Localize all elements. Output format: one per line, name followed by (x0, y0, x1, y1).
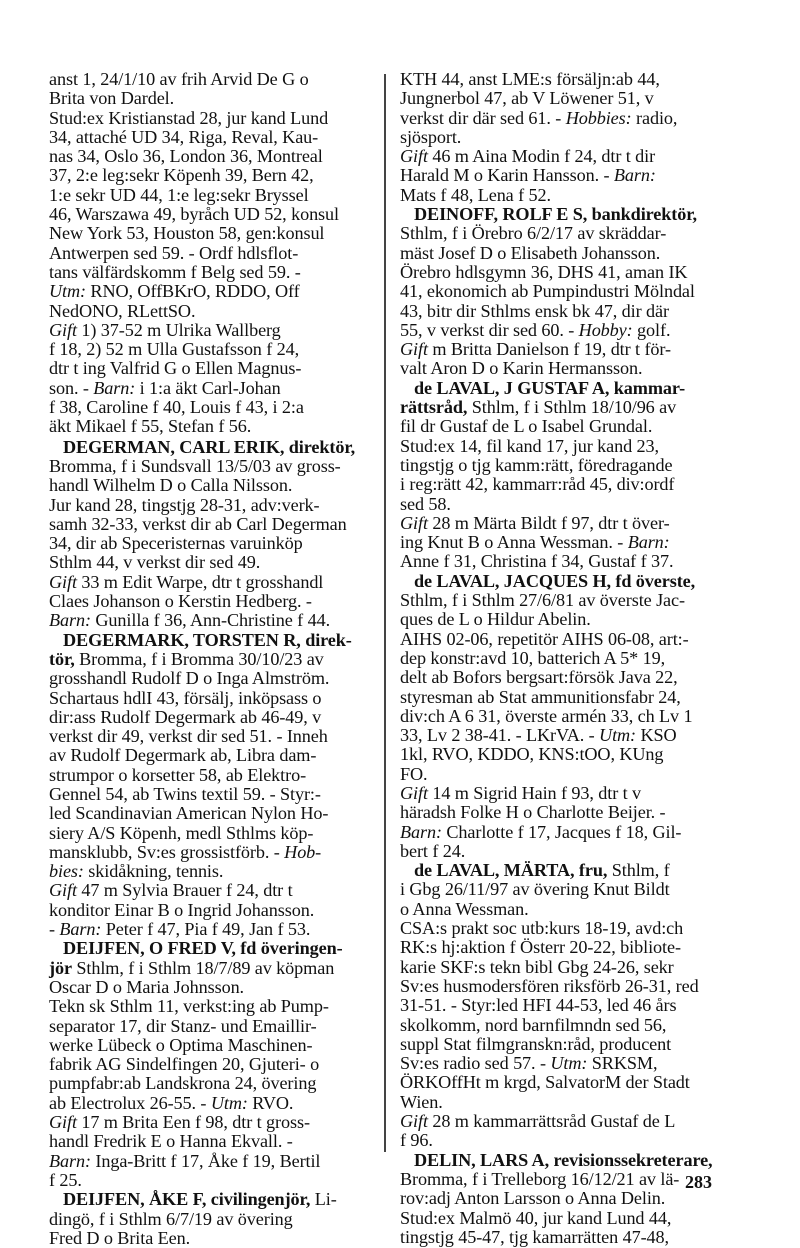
line-text: tingstjg 45-47, tjg kamarrätten 47-48, (400, 1226, 669, 1247)
left-column-line (49, 147, 375, 166)
left-column-line (49, 939, 375, 958)
right-column-line (400, 321, 722, 340)
italic-label: Barn: (49, 610, 91, 631)
left-column-line (49, 1171, 375, 1190)
line-text: Brita von Dardel. (49, 88, 175, 109)
italic-label: Gift (49, 1112, 77, 1133)
line-text: Bromma, f i Trelleborg 16/12/21 av lä- (400, 1168, 680, 1189)
left-column-line (49, 959, 375, 978)
line-text: nas 34, Oslo 36, London 36, Montreal (49, 146, 323, 167)
right-column-line (400, 379, 722, 398)
line-text: golf. (632, 319, 671, 340)
right-column-line (400, 89, 722, 108)
line-text: ab Electrolux 26-55. - (49, 1092, 211, 1113)
left-column-line (49, 89, 375, 108)
right-column-line (400, 282, 722, 301)
italic-label: Barn: (400, 821, 442, 842)
line-text: 47 m Sylvia Brauer f 24, dtr t (76, 880, 293, 901)
right-column-line (400, 591, 722, 610)
right-column-line (400, 495, 722, 514)
left-column-line (49, 476, 375, 495)
left-column-line (49, 302, 375, 321)
italic-label: Utm: (49, 281, 86, 302)
line-text: Anne f 31, Christina f 34, Gustaf f 37. (400, 551, 674, 572)
left-column-line (49, 224, 375, 243)
right-column-line (400, 109, 722, 128)
line-text: 37, 2:e leg:sekr Köpenh 39, Bern 42, (49, 165, 314, 186)
line-text: skolkomm, nord barnfilmndn sed 56, (400, 1014, 667, 1035)
italic-label: Hobbies: (565, 107, 632, 128)
left-column-line (49, 128, 375, 147)
line-text: Stud:ex 14, fil kand 17, jur kand 23, (400, 435, 659, 456)
line-text: 33 m Edit Warpe, dtr t grosshandl (76, 571, 324, 592)
line-text: Gunilla f 36, Ann-Christine f 44. (90, 610, 331, 631)
right-column-line (400, 456, 722, 475)
italic-label: Barn: (59, 919, 102, 940)
line-text: häradsh Folke H o Charlotte Beijer. - (400, 802, 666, 823)
left-column-line (49, 70, 375, 89)
line-text: Li- (310, 1189, 337, 1210)
left-column-line (49, 457, 375, 476)
italic-label: Gift (49, 319, 77, 340)
line-text: Sthlm, f i Sthlm 27/6/81 av överste Jac- (400, 590, 685, 611)
line-text: samh 32-33, verkst dir ab Carl Degerman (49, 513, 347, 534)
right-column-line (400, 398, 722, 417)
line-text: karie SKF:s tekn bibl Gbg 24-26, sekr (400, 956, 674, 977)
italic-label: Barn: (49, 1150, 91, 1171)
line-text: led Scandinavian American Nylon Ho- (49, 803, 329, 824)
left-column-line (49, 398, 375, 417)
left-column-line (49, 1074, 375, 1093)
italic-label: Barn: (93, 377, 136, 398)
line-text: Sthlm, f (607, 860, 670, 881)
line-text: ques de L o Hildur Abelin. (400, 609, 591, 630)
right-column-line (400, 552, 722, 571)
left-column-line (49, 650, 375, 669)
italic-label: Barn: (627, 532, 670, 553)
column-divider (384, 74, 386, 1152)
line-text: 28 m kammarrättsråd Gustaf de L (427, 1111, 676, 1132)
right-column-line (400, 1112, 722, 1131)
left-column-line (49, 282, 375, 301)
entry-heading: DELIN, LARS A, revisionssekreterare, (414, 1149, 713, 1170)
right-column-line (400, 1035, 722, 1054)
right-column-line (400, 340, 722, 359)
line-text: handl Fredrik E o Hanna Ekvall. - (49, 1131, 293, 1152)
line-text: 14 m Sigrid Hain f 93, dtr t v (427, 782, 642, 803)
right-column-line (400, 572, 722, 591)
line-text: 31-51. - Styr:led HFI 44-53, led 46 års (400, 995, 677, 1016)
line-text: suppl Stat filmgranskn:råd, producent (400, 1033, 672, 1054)
italic-label: Utm: (599, 725, 637, 746)
left-column-line (49, 186, 375, 205)
right-column-line (400, 765, 722, 784)
left-column-line (49, 496, 375, 515)
right-column-line (400, 900, 722, 919)
right-column-line (400, 1131, 722, 1150)
right-column (400, 70, 722, 1247)
left-column-line (49, 417, 375, 436)
entry-heading: DEGERMAN, CARL ERIK, direktör, (63, 436, 356, 457)
line-text: verkst dir där sed 61. - (400, 107, 566, 128)
right-column-line (400, 1016, 722, 1035)
right-column-line (400, 437, 722, 456)
line-text: NedONO, RLettSO. (49, 300, 196, 321)
entry-heading: de LAVAL, J GUSTAF A, kammar- (414, 377, 686, 398)
line-text: RNO, OffBKrO, RDDO, Off (85, 281, 300, 302)
left-column-line (49, 379, 375, 398)
line-text: Bromma, f i Sundsvall 13/5/03 av gross- (49, 455, 341, 476)
left-column-line (49, 689, 375, 708)
line-text: sjösport. (400, 126, 462, 147)
line-text: äkt Mikael f 55, Stefan f 56. (49, 416, 252, 437)
entry-heading: jör (49, 957, 72, 978)
italic-label: bies: (49, 861, 84, 882)
left-column-line (49, 244, 375, 263)
line-text: Fred D o Brita Een. (49, 1227, 191, 1248)
left-column-line (49, 515, 375, 534)
left-column-line (49, 746, 375, 765)
right-column-line (400, 745, 722, 764)
entry-heading: DEINOFF, ROLF E S, bankdirektör, (414, 204, 697, 225)
line-text: i 1:a äkt Carl-Johan (135, 377, 281, 398)
left-column-line (49, 727, 375, 746)
right-column-line (400, 649, 722, 668)
right-column-line (400, 417, 722, 436)
right-column-line (400, 707, 722, 726)
line-text: AIHS 02-06, repetitör AIHS 06-08, art:- (400, 628, 689, 649)
line-text: valt Aron D o Karin Hermansson. (400, 358, 643, 379)
right-column-line (400, 70, 722, 89)
left-column-line (49, 881, 375, 900)
line-text: Inga-Britt f 17, Åke f 19, Bertil (90, 1150, 321, 1171)
right-column-line (400, 630, 722, 649)
right-column-line (400, 1073, 722, 1092)
line-text: i Gbg 26/11/97 av övering Knut Bildt (400, 879, 670, 900)
left-column-line (49, 785, 375, 804)
line-text: dir:ass Rudolf Degermark ab 46-49, v (49, 706, 322, 727)
left-column-line (49, 862, 375, 881)
left-column-line (49, 534, 375, 553)
line-text: bert f 24. (400, 840, 466, 861)
left-column-line (49, 109, 375, 128)
line-text: 46 m Aina Modin f 24, dtr t dir (427, 146, 656, 167)
right-column-line (400, 514, 722, 533)
line-text: Mats f 48, Lena f 52. (400, 184, 551, 205)
right-column-line (400, 842, 722, 861)
italic-label: Gift (49, 880, 77, 901)
line-text: KTH 44, anst LME:s försäljn:ab 44, (400, 69, 660, 89)
left-column-line (49, 611, 375, 630)
italic-label: Gift (400, 339, 428, 360)
line-text: 1kl, RVO, KDDO, KNS:tOO, KUng (400, 744, 664, 765)
line-text: styresman ab Stat ammunitionsfabr 24, (400, 686, 681, 707)
italic-label: Barn: (613, 165, 656, 186)
right-column-line (400, 610, 722, 629)
line-text: 55, v verkst dir sed 60. - (400, 319, 579, 340)
italic-label: Gift (400, 782, 428, 803)
right-column-line (400, 263, 722, 282)
italic-label: Hob- (284, 841, 322, 862)
right-column-line (400, 823, 722, 842)
line-text: RK:s hj:aktion f Österr 20-22, bibliote- (400, 937, 681, 958)
line-text: Bromma, f i Bromma 30/10/23 av (74, 648, 324, 669)
line-text: div:ch A 6 31, överste armén 33, ch Lv 1 (400, 705, 693, 726)
right-column-line (400, 205, 722, 224)
line-text: dep konstr:avd 10, batterich A 5* 19, (400, 647, 666, 668)
right-column-line (400, 1151, 722, 1170)
right-column-line (400, 958, 722, 977)
entry-heading: DEIJFEN, O FRED V, fd överingen- (63, 938, 343, 959)
line-text: radio, (631, 107, 678, 128)
line-text: Sthlm 44, v verkst dir sed 49. (49, 552, 261, 573)
line-text: anst 1, 24/1/10 av frih Arvid De G o (49, 69, 309, 89)
line-text: ÖRKOffHt m krgd, SalvatorM der Stadt (400, 1072, 690, 1093)
left-column-line (49, 1036, 375, 1055)
right-column-line (400, 166, 722, 185)
left-column-line (49, 669, 375, 688)
line-text: New York 53, Houston 58, gen:konsul (49, 223, 325, 244)
right-column-line (400, 1170, 722, 1189)
left-column-line (49, 263, 375, 282)
line-text: mäst Josef D o Elisabeth Johansson. (400, 242, 661, 263)
right-column-line (400, 475, 722, 494)
page-number: 283 (685, 1172, 712, 1192)
left-column-line (49, 1132, 375, 1151)
italic-label: Gift (400, 1111, 428, 1132)
line-text: - (49, 919, 60, 940)
line-text: grosshandl Rudolf D o Inga Almström. (49, 668, 330, 689)
line-text: Wien. (400, 1091, 443, 1112)
line-text: Sv:es radio sed 57. - (400, 1053, 551, 1074)
line-text: rov:adj Anton Larsson o Anna Delin. (400, 1188, 666, 1209)
line-text: pumpfabr:ab Landskrona 24, övering (49, 1073, 317, 1094)
line-text: Claes Johanson o Kerstin Hedberg. - (49, 591, 312, 612)
line-text: fil dr Gustaf de L o Isabel Grundal. (400, 416, 653, 437)
line-text: ing Knut B o Anna Wessman. - (400, 532, 628, 553)
line-text: FO. (400, 763, 428, 784)
line-text: skidåkning, tennis. (83, 861, 224, 882)
entry-heading: DEGERMARK, TORSTEN R, direk- (63, 629, 352, 650)
line-text: delt ab Bofors bergsart:försök Java 22, (400, 667, 678, 688)
line-text: sed 58. (400, 493, 451, 514)
right-column-line (400, 668, 722, 687)
line-text: Sthlm, f i Sthlm 18/7/89 av köpman (71, 957, 335, 978)
right-column-line (400, 1209, 722, 1228)
italic-label: Utm: (550, 1053, 588, 1074)
left-column-line (49, 901, 375, 920)
left-column-line (49, 321, 375, 340)
line-text: mansklubb, Sv:es grossistförb. - (49, 841, 285, 862)
line-text: 43, bitr dir Sthlms ensk bk 47, dir där (400, 300, 669, 321)
line-text: Peter f 47, Pia f 49, Jan f 53. (101, 919, 311, 940)
right-column-line (400, 244, 722, 263)
left-column-line (49, 1055, 375, 1074)
right-column-line (400, 880, 722, 899)
line-text: verkst dir 49, verkst dir sed 51. - Inneh (49, 726, 328, 747)
line-text: fabrik AG Sindelfingen 20, Gjuteri- o (49, 1054, 320, 1075)
left-column-line (49, 1094, 375, 1113)
line-text: Gennel 54, ab Twins textil 59. - Styr:- (49, 783, 321, 804)
left-column-line (49, 997, 375, 1016)
line-text: Jur kand 28, tingstjg 28-31, adv:verk- (49, 494, 320, 515)
line-text: Sv:es husmodersfören riksförb 26-31, red (400, 975, 699, 996)
line-text: av Rudolf Degermark ab, Libra dam- (49, 745, 317, 766)
right-column-line (400, 977, 722, 996)
left-column-line (49, 205, 375, 224)
right-column-line (400, 919, 722, 938)
left-column-line (49, 1190, 375, 1209)
line-text: dingö, f i Sthlm 6/7/19 av övering (49, 1208, 293, 1229)
left-column-line (49, 804, 375, 823)
line-text: f 96. (400, 1130, 433, 1151)
left-column-line (49, 766, 375, 785)
left-column-line (49, 843, 375, 862)
left-column-line (49, 340, 375, 359)
left-column-line (49, 1017, 375, 1036)
line-text: Stud:ex Kristianstad 28, jur kand Lund (49, 107, 329, 128)
right-column-line (400, 224, 722, 243)
line-text: dtr t ing Valfrid G o Ellen Magnus- (49, 358, 302, 379)
line-text: Antwerpen sed 59. - Ordf hdlsflot- (49, 242, 299, 263)
right-column-line (400, 688, 722, 707)
left-column-line (49, 573, 375, 592)
line-text: f 25. (49, 1169, 82, 1190)
line-text: KSO (636, 725, 677, 746)
line-text: o Anna Wessman. (400, 898, 529, 919)
line-text: i reg:rätt 42, kammarr:råd 45, div:ordf (400, 474, 675, 495)
line-text: Oscar D o Maria Johnsson. (49, 976, 245, 997)
entry-heading: tör, (49, 648, 75, 669)
right-column-line (400, 533, 722, 552)
line-text: SRKSM, (587, 1053, 658, 1074)
left-column-line (49, 824, 375, 843)
left-column-line (49, 978, 375, 997)
italic-label: Hobby: (578, 319, 633, 340)
line-text: f 18, 2) 52 m Ulla Gustafsson f 24, (49, 339, 300, 360)
line-text: Harald M o Karin Hansson. - (400, 165, 614, 186)
line-text: Sthlm, f i Sthlm 18/10/96 av (467, 397, 677, 418)
left-column-line (49, 631, 375, 650)
line-text: 34, attaché UD 34, Riga, Reval, Kau- (49, 126, 319, 147)
line-text: strumpor o korsetter 58, ab Elektro- (49, 764, 307, 785)
right-column-line (400, 803, 722, 822)
left-column-line (49, 708, 375, 727)
line-text: RVO. (247, 1092, 294, 1113)
line-text: 34, dir ab Speceristernas varuinköp (49, 533, 303, 554)
left-column-line (49, 166, 375, 185)
right-column-line (400, 726, 722, 745)
line-text: 1:e sekr UD 44, 1:e leg:sekr Bryssel (49, 184, 309, 205)
left-column-line (49, 438, 375, 457)
line-text: Tekn sk Sthlm 11, verkst:ing ab Pump- (49, 996, 329, 1017)
right-column-line (400, 784, 722, 803)
left-column-line (49, 592, 375, 611)
italic-label: Utm: (210, 1092, 248, 1113)
italic-label: Gift (400, 512, 428, 533)
right-column-line (400, 996, 722, 1015)
left-column-line (49, 1210, 375, 1229)
entry-heading: rättsråd, (400, 397, 468, 418)
line-text: m Britta Danielson f 19, dtr t för- (427, 339, 671, 360)
right-column-line (400, 1228, 722, 1247)
right-column-line (400, 1054, 722, 1073)
line-text: konditor Einar B o Ingrid Johansson. (49, 899, 315, 920)
line-text: Charlotte f 17, Jacques f 18, Gil- (441, 821, 682, 842)
line-text: CSA:s prakt soc utb:kurs 18-19, avd:ch (400, 918, 684, 939)
line-text: werke Lübeck o Optima Maschinen- (49, 1034, 313, 1055)
right-column-line (400, 1189, 722, 1208)
line-text: 41, ekonomich ab Pumpindustri Mölndal (400, 281, 695, 302)
line-text: 17 m Brita Een f 98, dtr t gross- (76, 1112, 310, 1133)
right-column-line (400, 861, 722, 880)
entry-heading: DEIJFEN, ÅKE F, civilingenjör, (63, 1189, 311, 1210)
right-column-line (400, 1093, 722, 1112)
right-column-line (400, 302, 722, 321)
left-column-line (49, 359, 375, 378)
italic-label: Gift (400, 146, 428, 167)
line-text: 28 m Märta Bildt f 97, dtr t över- (427, 512, 670, 533)
left-column-line (49, 920, 375, 939)
left-column-line (49, 1113, 375, 1132)
line-text: Jungnerbol 47, ab V Löwener 51, v (400, 88, 654, 109)
right-column-line (400, 359, 722, 378)
line-text: Schartaus hdlI 43, försälj, inköpsass o (49, 687, 322, 708)
line-text: tingstjg o tjg kamm:rätt, föredragande (400, 454, 673, 475)
entry-heading: de LAVAL, MÄRTA, fru, (414, 860, 608, 881)
line-text: separator 17, dir Stanz- und Emaillir- (49, 1015, 317, 1036)
line-text: tans välfärdskomm f Belg sed 59. - (49, 261, 301, 282)
line-text: 33, Lv 2 38-41. - LKrVA. - (400, 725, 600, 746)
italic-label: Gift (49, 571, 77, 592)
left-column-line (49, 553, 375, 572)
left-column (49, 70, 375, 1248)
entry-heading: de LAVAL, JACQUES H, fd överste, (414, 570, 696, 591)
line-text: Örebro hdlsgymn 36, DHS 41, aman IK (400, 261, 688, 282)
line-text: 46, Warszawa 49, byråch UD 52, konsul (49, 204, 339, 225)
line-text: handl Wilhelm D o Calla Nilsson. (49, 475, 293, 496)
right-column-line (400, 128, 722, 147)
right-column-line (400, 186, 722, 205)
line-text: siery A/S Köpenh, medl Sthlms köp- (49, 822, 314, 843)
line-text: Stud:ex Malmö 40, jur kand Lund 44, (400, 1207, 672, 1228)
line-text: Sthlm, f i Örebro 6/2/17 av skräddar- (400, 223, 667, 244)
right-column-line (400, 938, 722, 957)
line-text: son. - (49, 377, 94, 398)
right-column-line (400, 147, 722, 166)
left-column-line (49, 1152, 375, 1171)
line-text: 1) 37-52 m Ulrika Wallberg (76, 319, 281, 340)
line-text: f 38, Caroline f 40, Louis f 43, i 2:a (49, 397, 304, 418)
